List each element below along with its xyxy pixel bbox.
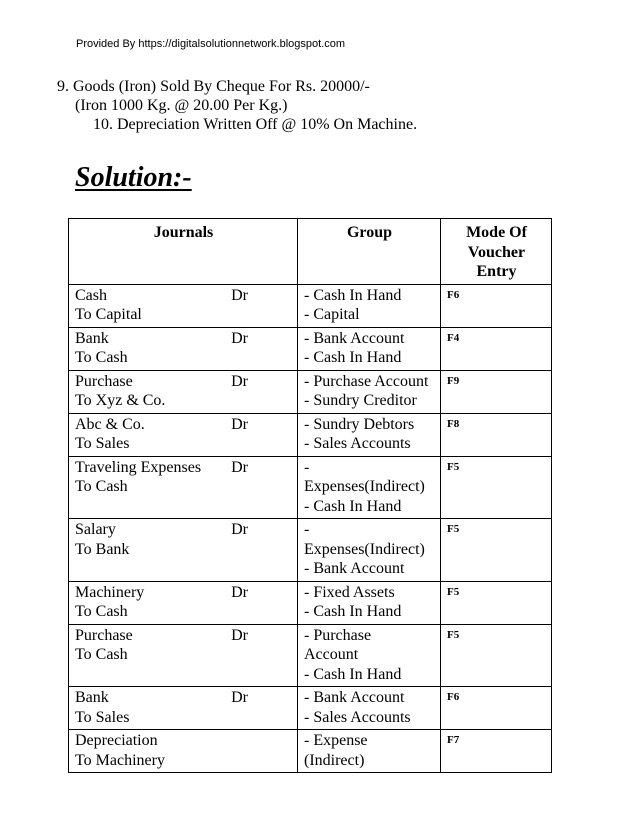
group-line: - Cash In Hand [304,497,402,515]
question-9-line-1: 9. Goods (Iron) Sold By Cheque For Rs. 20000/- [57,78,370,95]
journal-debit-line [75,329,292,349]
journal-cell [69,370,298,413]
dr-marker: Dr [231,415,248,433]
journal-debit-line [75,372,292,392]
journal-credit-account: To Cash [75,349,128,366]
journal-credit-account: To Capital [75,306,142,323]
voucher-mode-cell: F5 [441,456,552,519]
table-row [69,370,552,413]
group-line: - Sundry Debtors [304,415,415,433]
voucher-mode-cell: F5 [441,519,552,582]
group-line: - Cash In Hand [304,349,402,366]
table-row [69,327,552,370]
journal-debit-line [75,583,292,603]
header-journals: Journals [69,219,298,285]
journal-debit-account: Bank [75,689,109,706]
journal-debit-line [75,731,292,751]
group-line: (Indirect) [304,751,365,769]
table-row [69,687,552,730]
group-cell [298,730,441,773]
journal-credit-account: To Bank [75,540,130,558]
journal-cell [69,413,298,456]
dr-marker: Dr [231,626,248,644]
table-row [69,284,552,327]
group-line: Expenses(Indirect) [304,540,425,558]
table-row [69,730,552,773]
voucher-mode-cell: F5 [441,624,552,687]
journal-debit-account: Depreciation [75,732,158,749]
journal-credit-account: To Cash [75,646,128,663]
journal-cell [69,327,298,370]
journal-credit-account: To Sales [75,708,130,726]
journal-cell [69,456,298,519]
voucher-mode-cell: F8 [441,413,552,456]
voucher-mode-cell: F6 [441,687,552,730]
group-line: - Sales Accounts [304,435,411,452]
header-mode-line-2: Voucher [467,243,526,261]
group-line: - Cash In Hand [304,665,402,683]
group-line: - Cash In Hand [304,603,402,620]
group-cell [298,624,441,687]
journal-cell [69,687,298,730]
voucher-mode-cell: F7 [441,730,552,773]
table-row [69,624,552,687]
journal-debit-account: Traveling Expenses [75,458,202,476]
provided-by-header: Provided By https://digitalsolutionnetwork.blogspot.com [76,38,346,50]
journal-debit-line [75,415,292,435]
group-cell [298,284,441,327]
group-line: - Cash In Hand [304,286,402,304]
header-mode-line-3: Entry [476,263,517,280]
journal-cell [69,730,298,773]
journal-debit-line [75,626,292,646]
group-cell [298,581,441,624]
solution-heading: Solution:- [75,162,192,193]
voucher-mode-cell: F5 [441,581,552,624]
journal-debit-account: Abc & Co. [75,415,145,433]
group-line: - Purchase Account [304,372,429,390]
journal-debit-account: Cash [75,286,107,304]
journal-cell [69,624,298,687]
group-line: Account [304,646,359,663]
journal-credit-account: To Sales [75,435,130,452]
table-row [69,581,552,624]
question-10: 10. Depreciation Written Off @ 10% On Machine. [93,116,418,133]
group-cell [298,327,441,370]
dr-marker [248,731,292,751]
group-line: - Bank Account [304,689,405,706]
journal-debit-account: Purchase [75,626,133,644]
journal-debit-line [75,688,292,708]
journal-table [68,218,552,773]
group-cell [298,519,441,582]
journal-credit-account: To Xyz & Co. [75,392,166,409]
header-mode-of-voucher-entry [441,219,552,285]
group-line: - Fixed Assets [304,583,395,601]
group-line: - Bank Account [304,329,405,347]
group-line: - Bank Account [304,560,405,577]
header-mode-line-1: Mode Of [466,224,527,241]
dr-marker: Dr [231,689,248,706]
table-row [69,456,552,519]
group-line: - Purchase [304,626,372,644]
journal-debit-line [75,520,292,540]
question-9-line-2: (Iron 1000 Kg. @ 20.00 Per Kg.) [75,97,288,114]
table-header-row [69,219,552,285]
dr-marker: Dr [231,583,248,601]
dr-marker: Dr [231,329,248,347]
dr-marker: Dr [231,458,248,476]
voucher-mode-cell: F6 [441,284,552,327]
journal-debit-account: Bank [75,329,109,347]
dr-marker: Dr [231,286,248,304]
group-line: - Sundry Creditor [304,392,417,409]
dr-marker: Dr [231,372,248,390]
group-line: Expenses(Indirect) [304,478,425,495]
journal-cell [69,519,298,582]
group-cell [298,413,441,456]
journal-debit-account: Machinery [75,583,145,601]
journal-credit-account: To Cash [75,478,128,495]
table-row [69,413,552,456]
journal-table-body [69,284,552,773]
group-line: - [304,458,310,476]
group-cell [298,370,441,413]
journal-debit-account: Purchase [75,372,133,390]
journal-debit-line [75,286,292,306]
journal-debit-account: Salary [75,521,116,538]
group-line: - Expense [304,732,368,749]
group-line: - Capital [304,306,360,323]
journal-debit-line [75,458,292,478]
journal-credit-account: To Cash [75,603,128,620]
group-cell [298,456,441,519]
journal-cell [69,284,298,327]
header-group: Group [298,219,441,285]
group-cell [298,687,441,730]
table-row [69,519,552,582]
journal-cell [69,581,298,624]
group-line: - Sales Accounts [304,708,411,726]
voucher-mode-cell: F4 [441,327,552,370]
voucher-mode-cell: F9 [441,370,552,413]
group-line: - [304,521,310,538]
journal-credit-account: To Machinery [75,751,165,769]
dr-marker: Dr [231,521,248,538]
